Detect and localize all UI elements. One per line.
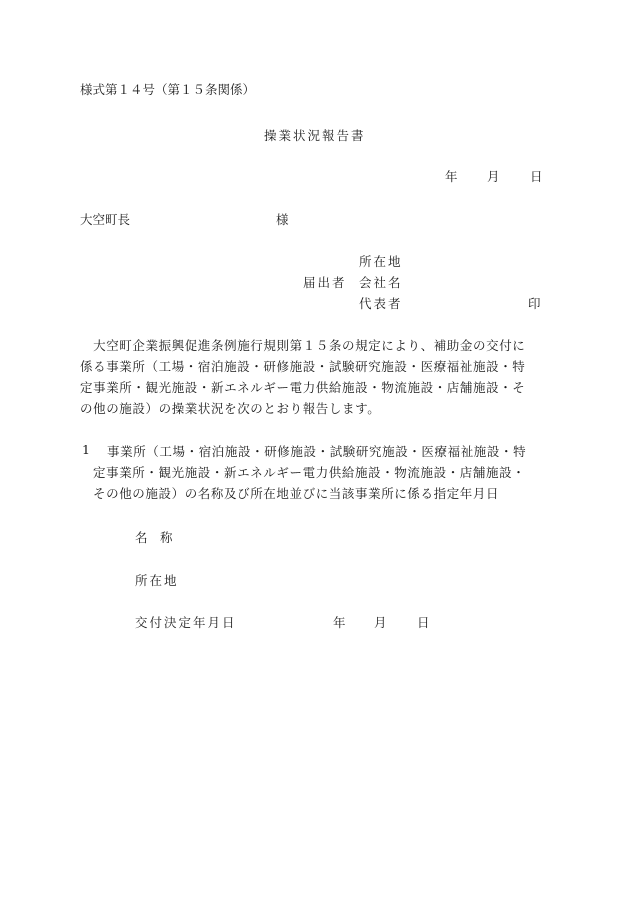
decision-year-label: 年	[333, 615, 346, 630]
document-title: 操業状況報告書	[264, 128, 366, 143]
date-month-label: 月	[487, 169, 500, 184]
decision-day-label: 日	[417, 615, 430, 630]
addressee-name: 大空町長	[80, 212, 131, 227]
date-year-label: 年	[445, 169, 458, 184]
decision-date-label: 交付決定年月日	[135, 615, 237, 630]
body-line: の他の施設）の操業状況を次のとおり報告します。	[80, 401, 381, 416]
facility-address-label: 所在地	[135, 573, 179, 588]
seal-label: 印	[528, 296, 541, 311]
applicant-role-label: 届出者	[303, 275, 347, 290]
item-1-line: 事業所（工場・宿泊施設・研修施設・試験研究施設・医療福祉施設・特	[107, 444, 527, 459]
applicant-address-label: 所在地	[359, 254, 403, 269]
applicant-company-label: 会社名	[359, 275, 403, 290]
form-number: 様式第１４号（第１５条関係）	[80, 82, 256, 97]
item-1-line: その他の施設）の名称及び所在地並びに当該事業所に係る指定年月日	[93, 486, 500, 501]
body-line: 定事業所・観光施設・新エネルギー電力供給施設・物流施設・店舗施設・そ	[80, 380, 526, 395]
date-day-label: 日	[530, 169, 543, 184]
body-line: 係る事業所（工場・宿泊施設・研修施設・試験研究施設・医療福祉施設・特	[80, 359, 526, 374]
item-1-number: 1	[82, 442, 90, 457]
facility-name-label: 名 称	[135, 530, 173, 545]
decision-month-label: 月	[374, 615, 387, 630]
item-1-line: 定事業所・観光施設・新エネルギー電力供給施設・物流施設・店舗施設・	[93, 465, 526, 480]
addressee-honorific: 様	[276, 212, 289, 227]
body-line: 大空町企業振興促進条例施行規則第１５条の規定により、補助金の交付に	[80, 338, 526, 353]
applicant-representative-label: 代表者	[359, 296, 403, 311]
